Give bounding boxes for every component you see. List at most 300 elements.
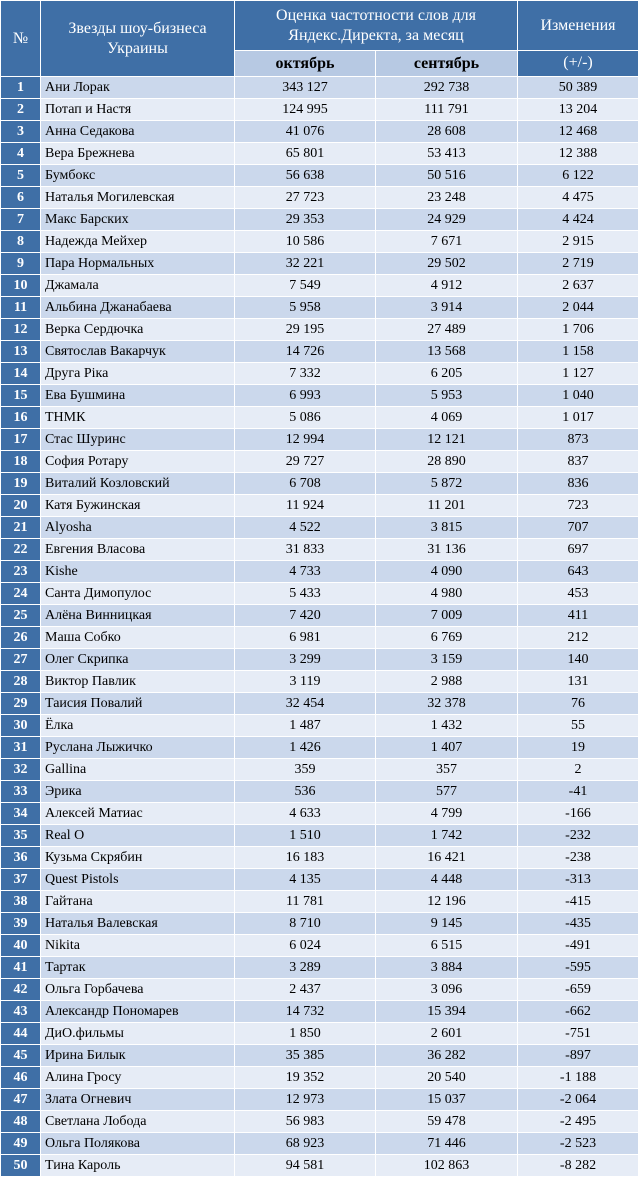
row-october: 1 426 [235,737,376,759]
row-october: 6 708 [235,473,376,495]
row-october: 32 221 [235,253,376,275]
row-name: Друга Ріка [41,363,235,385]
table-row [1,1089,639,1111]
row-change: 2 [518,759,639,781]
row-october: 32 454 [235,693,376,715]
row-number: 33 [1,781,41,803]
row-change: -897 [518,1045,639,1067]
row-change: 837 [518,451,639,473]
row-name: ТНМК [41,407,235,429]
row-change: 140 [518,649,639,671]
row-september: 23 248 [376,187,518,209]
row-name: Тина Кароль [41,1155,235,1177]
row-september: 53 413 [376,143,518,165]
row-september: 5 872 [376,473,518,495]
row-september: 4 090 [376,561,518,583]
table-row [1,385,639,407]
row-september: 3 096 [376,979,518,1001]
row-number: 30 [1,715,41,737]
table-row [1,1045,639,1067]
row-october: 4 135 [235,869,376,891]
row-september: 12 121 [376,429,518,451]
table-row [1,429,639,451]
row-number: 15 [1,385,41,407]
row-october: 14 726 [235,341,376,363]
row-number: 4 [1,143,41,165]
table-row [1,363,639,385]
row-september: 2 988 [376,671,518,693]
row-october: 1 487 [235,715,376,737]
row-september: 28 890 [376,451,518,473]
row-october: 27 723 [235,187,376,209]
table-row [1,825,639,847]
table-row [1,671,639,693]
table-row [1,1023,639,1045]
row-change: 723 [518,495,639,517]
row-change: 2 044 [518,297,639,319]
row-october: 1 510 [235,825,376,847]
row-number: 11 [1,297,41,319]
row-september: 36 282 [376,1045,518,1067]
row-change: 12 388 [518,143,639,165]
row-september: 59 478 [376,1111,518,1133]
row-number: 48 [1,1111,41,1133]
row-name: Кузьма Скрябин [41,847,235,869]
row-number: 23 [1,561,41,583]
row-number: 25 [1,605,41,627]
row-change: 4 475 [518,187,639,209]
row-name: Пара Нормальных [41,253,235,275]
table-row [1,539,639,561]
row-name: Kishe [41,561,235,583]
row-october: 6 993 [235,385,376,407]
row-number: 29 [1,693,41,715]
row-october: 2 437 [235,979,376,1001]
row-number: 20 [1,495,41,517]
row-october: 65 801 [235,143,376,165]
row-september: 7 671 [376,231,518,253]
row-october: 4 522 [235,517,376,539]
row-number: 50 [1,1155,41,1177]
row-number: 22 [1,539,41,561]
row-number: 19 [1,473,41,495]
row-september: 6 205 [376,363,518,385]
row-number: 37 [1,869,41,891]
row-change: 6 122 [518,165,639,187]
table-row [1,957,639,979]
header-october: октябрь [235,51,376,77]
row-number: 47 [1,1089,41,1111]
row-change: 453 [518,583,639,605]
row-october: 3 289 [235,957,376,979]
row-number: 26 [1,627,41,649]
row-october: 56 638 [235,165,376,187]
row-october: 10 586 [235,231,376,253]
row-name: София Ротару [41,451,235,473]
table-row [1,869,639,891]
row-october: 536 [235,781,376,803]
row-number: 8 [1,231,41,253]
row-september: 9 145 [376,913,518,935]
row-name: Наталья Валевская [41,913,235,935]
row-october: 68 923 [235,1133,376,1155]
row-number: 6 [1,187,41,209]
table-row [1,935,639,957]
row-september: 3 914 [376,297,518,319]
row-october: 3 119 [235,671,376,693]
row-september: 6 769 [376,627,518,649]
table-row [1,1001,639,1023]
table-row [1,165,639,187]
row-october: 6 981 [235,627,376,649]
table-row [1,1133,639,1155]
row-change: 707 [518,517,639,539]
row-change: 411 [518,605,639,627]
row-name: Наталья Могилевская [41,187,235,209]
row-change: 55 [518,715,639,737]
row-change: -2 064 [518,1089,639,1111]
table-row [1,913,639,935]
table-row [1,319,639,341]
row-october: 14 732 [235,1001,376,1023]
row-name: Светлана Лобода [41,1111,235,1133]
row-change: 697 [518,539,639,561]
row-name: Злата Огневич [41,1089,235,1111]
row-september: 111 791 [376,99,518,121]
row-name: Ева Бушмина [41,385,235,407]
row-name: Макс Барских [41,209,235,231]
row-number: 28 [1,671,41,693]
row-number: 32 [1,759,41,781]
row-number: 40 [1,935,41,957]
row-october: 12 973 [235,1089,376,1111]
table-row [1,781,639,803]
row-change: -41 [518,781,639,803]
row-name: Маша Собко [41,627,235,649]
row-name: Quest Pistols [41,869,235,891]
row-number: 7 [1,209,41,231]
row-name: Алина Гросу [41,1067,235,1089]
row-name: Эрика [41,781,235,803]
row-change: -659 [518,979,639,1001]
row-change: 2 719 [518,253,639,275]
row-september: 11 201 [376,495,518,517]
row-number: 38 [1,891,41,913]
row-name: Ани Лорак [41,77,235,99]
row-name: Евгения Власова [41,539,235,561]
table-row [1,583,639,605]
row-number: 13 [1,341,41,363]
row-number: 35 [1,825,41,847]
row-september: 71 446 [376,1133,518,1155]
row-october: 11 781 [235,891,376,913]
row-name: Руслана Лыжичко [41,737,235,759]
row-september: 292 738 [376,77,518,99]
row-october: 4 633 [235,803,376,825]
row-name: Ольга Полякова [41,1133,235,1155]
row-change: -2 495 [518,1111,639,1133]
row-october: 11 924 [235,495,376,517]
row-name: Алёна Винницкая [41,605,235,627]
table-row [1,451,639,473]
row-september: 2 601 [376,1023,518,1045]
row-september: 357 [376,759,518,781]
row-name: Олег Скрипка [41,649,235,671]
row-september: 4 980 [376,583,518,605]
header-change: Изменения [518,1,639,51]
row-october: 3 299 [235,649,376,671]
row-name: Верка Сердючка [41,319,235,341]
row-number: 41 [1,957,41,979]
row-september: 7 009 [376,605,518,627]
table-row [1,473,639,495]
row-september: 24 929 [376,209,518,231]
row-name: Виктор Павлик [41,671,235,693]
row-change: 212 [518,627,639,649]
row-september: 12 196 [376,891,518,913]
row-name: Виталий Козловский [41,473,235,495]
row-change: 643 [518,561,639,583]
row-september: 31 136 [376,539,518,561]
row-october: 12 994 [235,429,376,451]
row-name: Стас Шуринс [41,429,235,451]
row-number: 21 [1,517,41,539]
row-october: 29 195 [235,319,376,341]
row-change: 76 [518,693,639,715]
table-row [1,407,639,429]
row-number: 36 [1,847,41,869]
table-row [1,1111,639,1133]
row-number: 14 [1,363,41,385]
row-name: Ёлка [41,715,235,737]
table-row [1,297,639,319]
row-october: 8 710 [235,913,376,935]
row-change: -166 [518,803,639,825]
row-number: 18 [1,451,41,473]
row-number: 3 [1,121,41,143]
row-number: 49 [1,1133,41,1155]
table-row [1,561,639,583]
row-october: 7 332 [235,363,376,385]
row-change: -415 [518,891,639,913]
table-row [1,693,639,715]
row-october: 16 183 [235,847,376,869]
table-row [1,759,639,781]
row-name: Санта Димопулос [41,583,235,605]
row-october: 6 024 [235,935,376,957]
table-row [1,627,639,649]
row-september: 4 912 [376,275,518,297]
row-september: 1 742 [376,825,518,847]
row-name: Ольга Горбачева [41,979,235,1001]
row-name: Святослав Вакарчук [41,341,235,363]
row-name: Gallina [41,759,235,781]
row-change: -232 [518,825,639,847]
row-name: Алексей Матиас [41,803,235,825]
row-october: 41 076 [235,121,376,143]
row-october: 29 353 [235,209,376,231]
row-change: 1 158 [518,341,639,363]
row-change: 873 [518,429,639,451]
row-number: 1 [1,77,41,99]
row-change: 131 [518,671,639,693]
row-change: -313 [518,869,639,891]
row-september: 577 [376,781,518,803]
row-change: -238 [518,847,639,869]
row-september: 27 489 [376,319,518,341]
row-name: Таисия Повалий [41,693,235,715]
row-change: -662 [518,1001,639,1023]
row-change: -1 188 [518,1067,639,1089]
table-row [1,649,639,671]
row-name: ДиО.фильмы [41,1023,235,1045]
table-row [1,209,639,231]
table-row [1,891,639,913]
row-name: Real O [41,825,235,847]
table-row [1,143,639,165]
row-change: 2 915 [518,231,639,253]
table-row [1,77,639,99]
row-number: 17 [1,429,41,451]
row-october: 359 [235,759,376,781]
row-number: 44 [1,1023,41,1045]
table-row [1,979,639,1001]
row-september: 15 394 [376,1001,518,1023]
row-number: 2 [1,99,41,121]
row-number: 24 [1,583,41,605]
table-row [1,517,639,539]
row-change: -595 [518,957,639,979]
table-row [1,187,639,209]
header-september: сентябрь [376,51,518,77]
row-number: 16 [1,407,41,429]
table-row [1,715,639,737]
row-october: 5 958 [235,297,376,319]
row-october: 35 385 [235,1045,376,1067]
table-row [1,495,639,517]
table-row [1,737,639,759]
header-number: № [1,1,41,77]
row-september: 28 608 [376,121,518,143]
row-name: Надежда Мейхер [41,231,235,253]
row-october: 7 549 [235,275,376,297]
row-september: 3 815 [376,517,518,539]
row-change: 4 424 [518,209,639,231]
row-name: Вера Брежнева [41,143,235,165]
row-change: 1 706 [518,319,639,341]
table-row [1,847,639,869]
table-row [1,253,639,275]
row-number: 43 [1,1001,41,1023]
row-change: -435 [518,913,639,935]
header-name: Звезды шоу-бизнеса Украины [41,1,235,77]
row-october: 1 850 [235,1023,376,1045]
row-number: 39 [1,913,41,935]
row-september: 4 069 [376,407,518,429]
row-name: Анна Седакова [41,121,235,143]
row-name: Тартак [41,957,235,979]
table-row [1,231,639,253]
row-september: 5 953 [376,385,518,407]
row-number: 45 [1,1045,41,1067]
row-name: Ирина Билык [41,1045,235,1067]
row-september: 1 407 [376,737,518,759]
row-change: 1 017 [518,407,639,429]
row-october: 5 086 [235,407,376,429]
row-number: 27 [1,649,41,671]
row-september: 6 515 [376,935,518,957]
table-body [1,77,639,1177]
row-change: -751 [518,1023,639,1045]
table-row [1,605,639,627]
row-change: 1 040 [518,385,639,407]
table-row [1,1155,639,1177]
row-name: Бумбокс [41,165,235,187]
row-name: Nikita [41,935,235,957]
row-change: -2 523 [518,1133,639,1155]
row-october: 343 127 [235,77,376,99]
header-frequency: Оценка частотности слов для Яндекс.Директа, за месяц [235,1,518,51]
row-september: 32 378 [376,693,518,715]
row-september: 15 037 [376,1089,518,1111]
row-number: 34 [1,803,41,825]
row-number: 9 [1,253,41,275]
row-change: 12 468 [518,121,639,143]
row-october: 19 352 [235,1067,376,1089]
row-change: 50 389 [518,77,639,99]
row-change: -8 282 [518,1155,639,1177]
row-september: 1 432 [376,715,518,737]
row-september: 102 863 [376,1155,518,1177]
table-row [1,275,639,297]
row-change: 19 [518,737,639,759]
row-change: 1 127 [518,363,639,385]
row-october: 7 420 [235,605,376,627]
row-number: 46 [1,1067,41,1089]
row-october: 29 727 [235,451,376,473]
row-september: 3 884 [376,957,518,979]
row-september: 50 516 [376,165,518,187]
row-number: 31 [1,737,41,759]
table-row [1,803,639,825]
row-name: Джамала [41,275,235,297]
row-name: Гайтана [41,891,235,913]
row-name: Альбина Джанабаева [41,297,235,319]
row-october: 4 733 [235,561,376,583]
row-name: Alyosha [41,517,235,539]
row-september: 4 448 [376,869,518,891]
row-october: 94 581 [235,1155,376,1177]
row-name: Александр Пономарев [41,1001,235,1023]
row-change: -491 [518,935,639,957]
row-october: 31 833 [235,539,376,561]
row-september: 29 502 [376,253,518,275]
row-october: 124 995 [235,99,376,121]
row-change: 13 204 [518,99,639,121]
row-number: 42 [1,979,41,1001]
row-change: 2 637 [518,275,639,297]
row-october: 56 983 [235,1111,376,1133]
table-row [1,1067,639,1089]
row-name: Катя Бужинская [41,495,235,517]
row-number: 12 [1,319,41,341]
row-september: 3 159 [376,649,518,671]
row-number: 10 [1,275,41,297]
row-change: 836 [518,473,639,495]
table-row [1,99,639,121]
row-number: 5 [1,165,41,187]
row-september: 4 799 [376,803,518,825]
